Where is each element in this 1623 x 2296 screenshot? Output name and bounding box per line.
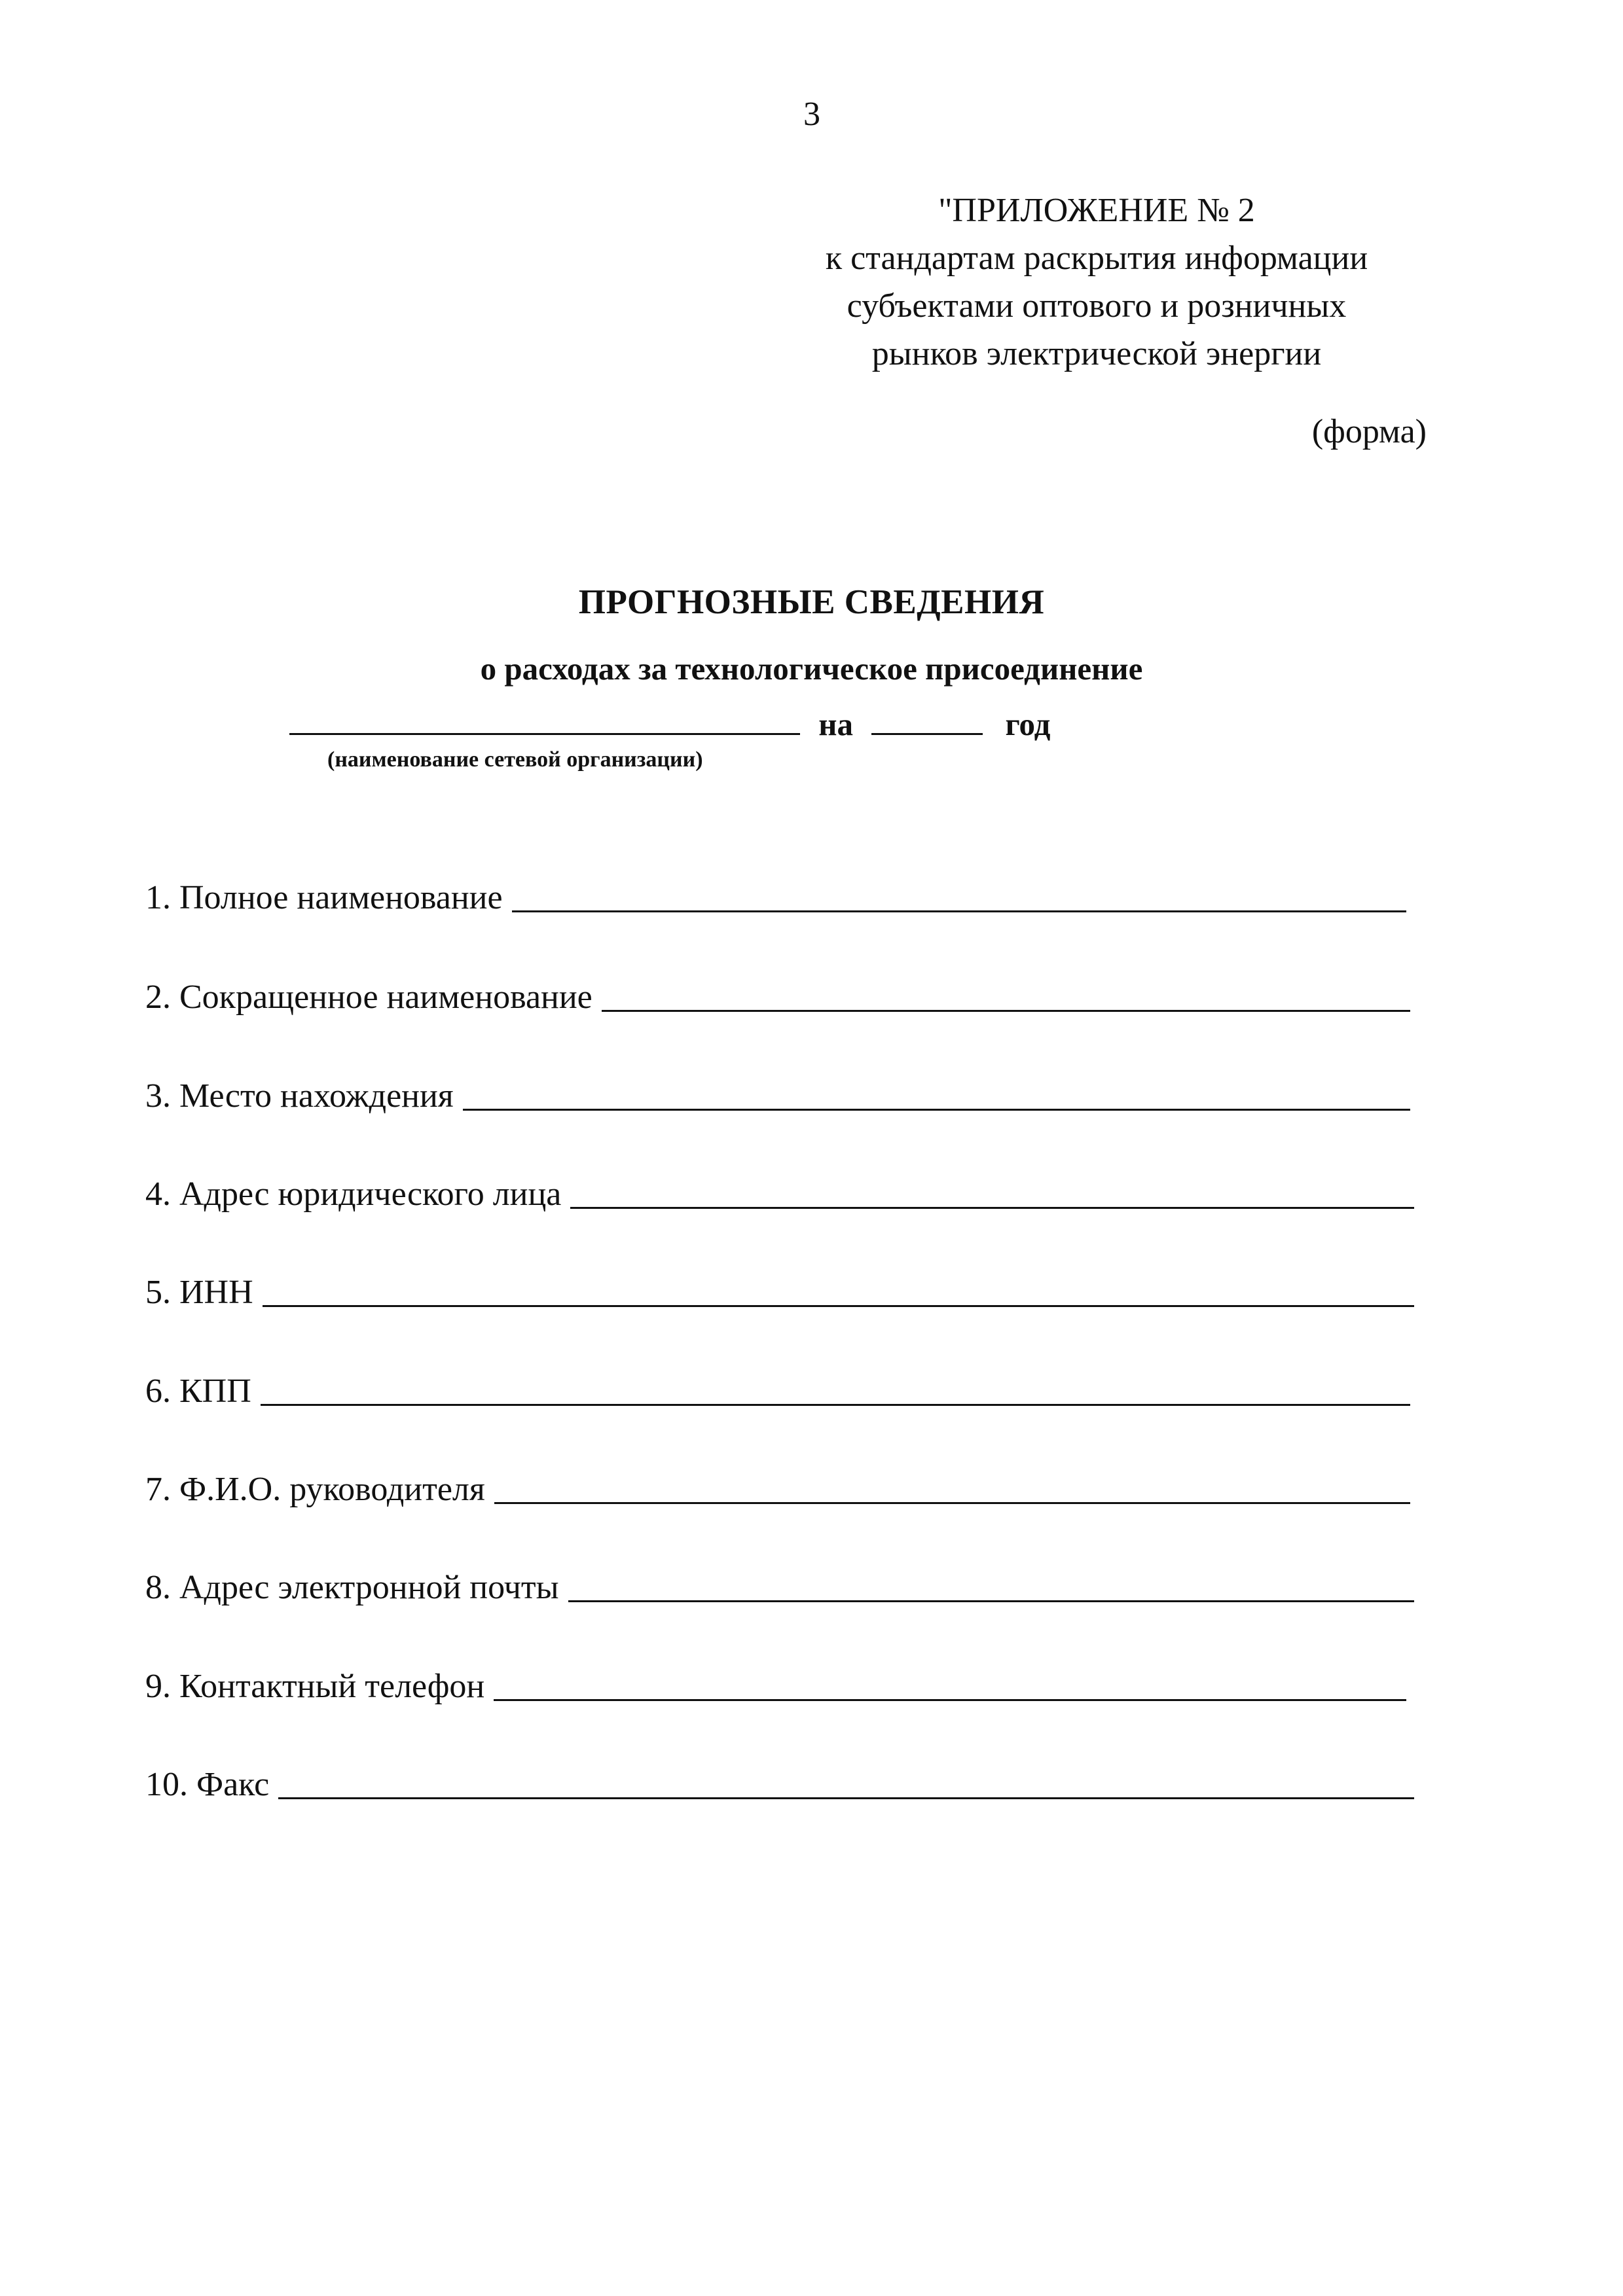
god-word: год (1005, 706, 1051, 742)
page-number: 3 (803, 96, 820, 133)
field-row-inn (145, 1272, 1414, 1314)
field-row-legal-address (145, 1174, 1414, 1215)
field-label-kpp: 6. КПП (145, 1372, 251, 1410)
field-label-director-name: 7. Ф.И.О. руководителя (145, 1471, 485, 1508)
document-title: ПРОГНОЗНЫЕ СВЕДЕНИЯ (578, 583, 1045, 621)
field-input-inn[interactable] (263, 1304, 1414, 1307)
organization-name-blank[interactable] (289, 700, 800, 735)
field-row-email (145, 1567, 1414, 1609)
field-label-short-name: 2. Сокращенное наименование (145, 978, 593, 1016)
appendix-line-2: к стандартам раскрытия информации (825, 240, 1368, 277)
field-row-short-name (145, 977, 1410, 1018)
organization-name-caption: (наименование сетевой организации) (327, 747, 703, 772)
field-row-kpp (145, 1371, 1410, 1412)
field-label-location: 3. Место нахождения (145, 1077, 454, 1115)
appendix-line-4: рынков электрической энергии (871, 335, 1322, 372)
field-label-inn: 5. ИНН (145, 1274, 253, 1311)
appendix-line-3: субъектами оптового и розничных (847, 287, 1347, 325)
form-label: (форма) (1311, 413, 1427, 450)
field-input-legal-address[interactable] (570, 1206, 1414, 1209)
field-label-fax: 10. Факс (145, 1766, 270, 1803)
field-input-location[interactable] (463, 1108, 1410, 1111)
field-input-full-name[interactable] (512, 910, 1406, 912)
field-label-legal-address: 4. Адрес юридического лица (145, 1175, 562, 1213)
field-input-contact-phone[interactable] (494, 1698, 1406, 1701)
field-row-fax (145, 1764, 1414, 1806)
field-row-location (145, 1075, 1410, 1117)
field-input-director-name[interactable] (494, 1501, 1410, 1504)
field-label-full-name: 1. Полное наименование (145, 879, 503, 916)
field-input-kpp[interactable] (261, 1403, 1410, 1406)
field-label-contact-phone: 9. Контактный телефон (145, 1668, 485, 1705)
appendix-line-1: "ПРИЛОЖЕНИЕ № 2 (938, 192, 1255, 229)
organization-year-line (289, 700, 1050, 741)
field-input-email[interactable] (568, 1600, 1414, 1602)
year-blank[interactable] (871, 700, 983, 735)
document-subtitle: о расходах за технологическое присоединение (480, 651, 1143, 687)
appendix-header (759, 187, 1434, 378)
field-row-director-name (145, 1469, 1410, 1511)
field-row-full-name (145, 877, 1406, 919)
na-word: на (818, 706, 853, 742)
field-input-fax[interactable] (278, 1797, 1414, 1799)
field-input-short-name[interactable] (602, 1009, 1410, 1012)
field-row-contact-phone (145, 1666, 1406, 1708)
field-label-email: 8. Адрес электронной почты (145, 1569, 559, 1606)
